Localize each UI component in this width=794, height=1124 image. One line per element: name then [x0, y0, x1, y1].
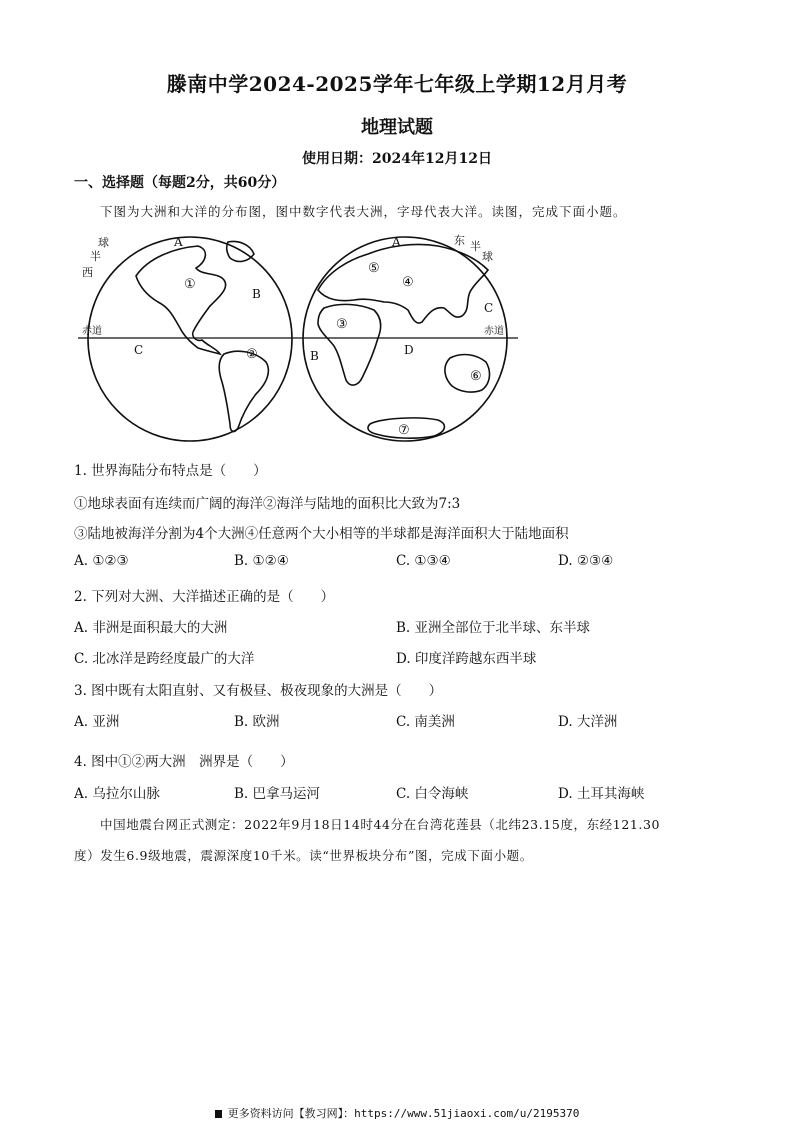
- continent-2: ②: [246, 347, 258, 362]
- west-label-2: 半: [90, 250, 101, 263]
- ocean-label-a-right: A: [392, 235, 401, 249]
- continent-1: ①: [184, 277, 196, 292]
- passage-line-2: 度）发生6.9级地震，震源深度10千米。读“世界板块分布”图，完成下面小题。: [74, 848, 533, 863]
- question-4-option-c[interactable]: C. 白令海峡: [396, 786, 469, 802]
- question-3-option-c[interactable]: C. 南美洲: [396, 714, 455, 730]
- question-4-option-b[interactable]: B. 巴拿马运河: [234, 786, 321, 802]
- question-1-option-b[interactable]: B. ①②④: [234, 553, 289, 569]
- equator-label-left: 赤道: [82, 326, 102, 337]
- question-1-line-1: ①地球表面有连续而广阔的海洋②海洋与陆地的面积比大致为7:3: [74, 496, 461, 512]
- question-2-option-d[interactable]: D. 印度洋跨越东西半球: [396, 651, 537, 667]
- ocean-label-b-left: B: [252, 287, 261, 301]
- west-label-1: 西: [82, 266, 93, 279]
- section-heading: 一、选择题（每题2分，共60分）: [74, 175, 286, 191]
- west-label-3: 球: [98, 236, 109, 249]
- continent-5: ⑤: [368, 261, 380, 276]
- western-hemisphere: [88, 237, 292, 441]
- question-1-stem: 1. 世界海陆分布特点是（ ）: [74, 463, 267, 479]
- map-intro: 下图为大洲和大洋的分布图，图中数字代表大洲，字母代表大洋。读图，完成下面小题。: [100, 204, 627, 219]
- footer: [0, 1105, 794, 1121]
- east-label-3: 球: [482, 250, 493, 263]
- continent-4: ④: [402, 275, 414, 290]
- question-1-option-a[interactable]: A. ①②③: [74, 553, 129, 569]
- question-4-option-d[interactable]: D. 土耳其海峡: [558, 786, 645, 802]
- flag-icon: [215, 1110, 222, 1118]
- question-1-option-c[interactable]: C. ①③④: [396, 553, 451, 569]
- question-4-option-a[interactable]: A. 乌拉尔山脉: [74, 786, 160, 802]
- question-4-stem: 4. 图中①②两大洲 洲界是（ ）: [74, 754, 294, 770]
- page-title: 滕南中学2024-2025学年七年级上学期12月月考: [166, 72, 628, 96]
- exam-date: 使用日期：2024年12月12日: [302, 151, 492, 167]
- ocean-label-b-right: B: [310, 349, 319, 363]
- eastern-hemisphere: [303, 237, 507, 441]
- question-3-option-a[interactable]: A. 亚洲: [74, 714, 120, 730]
- question-2-option-a[interactable]: A. 非洲是面积最大的大洲: [74, 620, 228, 636]
- hemispheres-map: [78, 228, 518, 448]
- east-label-1: 东: [454, 234, 465, 247]
- east-label-2: 半: [470, 240, 481, 253]
- equator-label-right: 赤道: [484, 326, 504, 337]
- ocean-label-d-right: D: [404, 343, 414, 357]
- continent-6: ⑥: [470, 369, 482, 384]
- continent-3: ③: [336, 317, 348, 332]
- question-1-line-2: ③陆地被海洋分割为4个大洲④任意两个大小相等的半球都是海洋面积大于陆地面积: [74, 526, 569, 542]
- footer-link[interactable]: 更多资料访问【教习网】：https://www.51jiaoxi.com/u/2195370: [227, 1107, 580, 1120]
- passage-line-1: 中国地震台网正式测定：2022年9月18日14时44分在台湾花莲县（北纬23.15度，东经121.30: [100, 817, 661, 832]
- question-3-option-b[interactable]: B. 欧洲: [234, 714, 280, 730]
- question-2-option-b[interactable]: B. 亚洲全部位于北半球、东半球: [396, 620, 591, 636]
- page-subtitle: 地理试题: [361, 117, 433, 138]
- question-3-option-d[interactable]: D. 大洋洲: [558, 714, 618, 730]
- question-3-stem: 3. 图中既有太阳直射、又有极昼、极夜现象的大洲是（ ）: [74, 683, 443, 699]
- ocean-label-c-right: C: [484, 301, 494, 315]
- continent-7: ⑦: [398, 423, 410, 438]
- ocean-label-c-left: C: [134, 343, 144, 357]
- question-2-option-c[interactable]: C. 北冰洋是跨经度最广的大洋: [74, 651, 255, 667]
- question-1-option-d[interactable]: D. ②③④: [558, 553, 614, 569]
- question-2-stem: 2. 下列对大洲、大洋描述正确的是（ ）: [74, 589, 335, 605]
- ocean-label-a-left: A: [174, 235, 183, 249]
